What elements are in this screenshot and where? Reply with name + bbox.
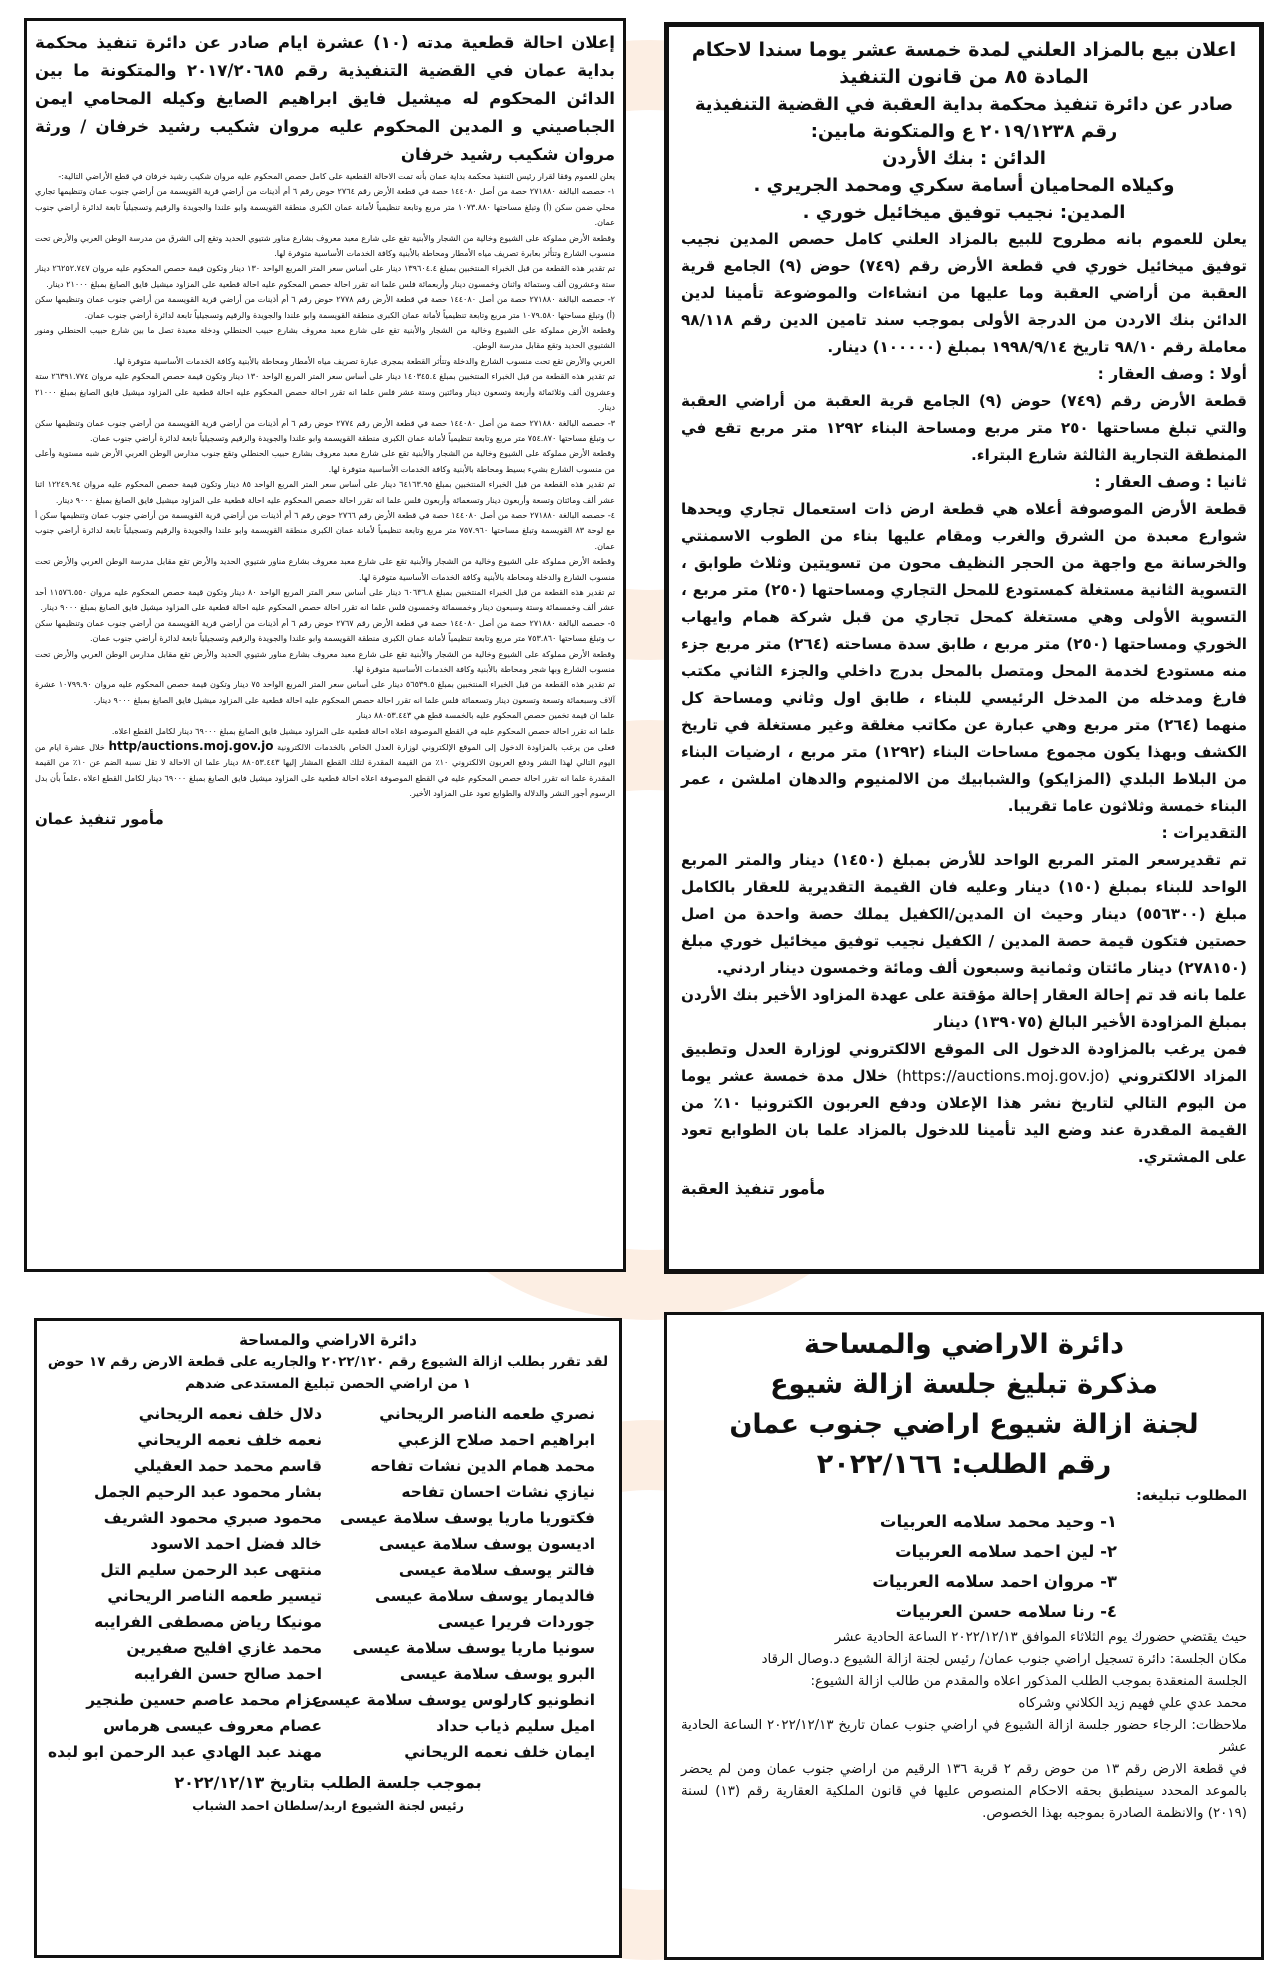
notice-intro: يعلن للعموم بانه مطروح للبيع بالمزاد العلني كامل حصص المدين نجيب توفيق ميخائيل خوري في قطعة الأرض رقم (٧٤٩) حوض (٩) الجامع قرية العقبة من أراضي العقبة وما عليها من انشاءات والموضوعة تأمينا لدين الدائن بنك الاردن من الدرجة الأولى بموجب سند تامين الدين رقم ٩٨/١١٨ معاملة رقم ٩٨/١٠ تاريخ ١٩٩٨/٩/١٤ بمبلغ (١٠٠٠٠٠) دينار. (681, 230, 1247, 356)
respondents-columns (47, 1401, 609, 1765)
notice-issuer: صادر عن دائرة تنفيذ محكمة بداية العقبة في القضية التنفيذية رقم ٢٠١٩/١٢٣٨ ع والمتكونة مابين: (694, 94, 1234, 142)
closing-text (35, 739, 615, 802)
recipients-label: المطلوب تبليغه: (1136, 1488, 1247, 1504)
respondent-name: نيازي نشات احسان تفاحه (401, 1483, 595, 1501)
signature: مأمور تنفيذ العقبة (681, 1179, 826, 1198)
session-basis: الجلسة المنعقدة بموجب الطلب المذكور اعلاه والمقدم من طالب ازالة الشيوع: (810, 1674, 1247, 1689)
respondent-name: مونيكا رياض مصطفى الفرايبه (94, 1613, 322, 1631)
notice-paragraph: تم تقدير هذه القطعة من قبل الخبراء المنتخبين بمبلغ ١٤٠٣٤٥.٤ دينار على أساس سعر المتر المربع الواحد ١٣٠ دينار وتكون قيمة حصص المحكوم عليه مروان ٢٦٣٩١.٧٧٤ ستة وعشرون ألف وثلاثمائة وأربعة وتسعون دينار ومائتين وستة عشر فلس علما انه تقرر احالة حصص المحكوم عليه احالة قطعية على المزاود ميشيل فايق الصايغ بمبلغ ٢١٠٠٠ دينار. (35, 371, 615, 413)
parcel-details: في قطعة الارض رقم ١٣ من حوض رقم ٢ قرية ١٣٦ الرقيم من اراضي جنوب عمان ومن لم يحضر بالموعد المحدد سينطبق بحقه الاحكام المنصوص عليها في قانون الملكية العقارية رقم (١٣) لسنة (٢٠١٩) والانظمة الصادرة بموجبه بهذا الخصوص. (681, 1762, 1247, 1821)
section-3-body: تم تقديرسعر المتر المربع الواحد للأرض بمبلغ (١٤٥٠) دينار والمتر المربع الواحد للبناء بمبلغ (١٥٠) دينار وعليه فان القيمة التقديرية للعقار بالكامل مبلغ (٥٥٦٣٠٠) دينار وحيث ان المدين/الكفيل يملك حصة واحدة من اصل حصتين فتكون قيمة حصة المدين / الكفيل نجيب توفيق ميخائيل خوري مبلغ (٢٧٨١٥٠) دينار مائتان وثمانية وسبعون ألف ومائة وخمسون دينار اردني. (681, 851, 1247, 977)
respondent-name: عصام معروف عيسى هرماس (103, 1717, 322, 1735)
closing-part-b: خلال عشرة ايام من اليوم التالي لهذا النشر ودفع العربون الالكتروني ١٠٪ من القيمة المقدرة لتلك القطع المشار إليها ٨٨٠٥٣.٤٤٣ دينار علما ان الاحالة لا تقل نسبة الضم عن ١٠٪ من القيمة المقدرة علما انه تقرر احالة حصص المحكوم عليه في القطع الموصوفة اعلاه احالة قطعية على المزاود ميشيل فايق الصايغ بمبلغ ٦٩٠٠٠ دينار لكامل القطع اعلاه ،علماً بأن بدل الرسوم أجور النشر والدلالة والطوابع تعود على المزاود الأخير. (35, 742, 616, 799)
notice-paragraph: يعلن للعموم وفقا لقرار رئيس التنفيذ محكمة بداية عمان بأنه تمت الاحالة القطعية على كامل حصص المحكوم عليه مروان شكيب رشيد خرفان في قطع الأراضي التالية:- (58, 171, 615, 181)
recipient-item: ١- وحيد محمد سلامه العربيات (879, 1512, 1117, 1531)
session-date: حيث يقتضي حضورك يوم الثلاثاء الموافق ٢٠٢٢/١٢/١٣ الساعة الحادية عشر (834, 1630, 1247, 1645)
respondent-name: فالتر يوسف سلامة عيسى (398, 1561, 595, 1579)
amman-award-notice (24, 18, 626, 1272)
recipient-item: ٤- رنا سلامه حسن العربيات (895, 1602, 1117, 1621)
notice-title: إعلان احالة قطعية مدته (١٠) عشرة ايام صادر عن دائرة تنفيذ محكمة بداية عمان في القضية التنفيذية رقم ٢٠١٧/٢٠٦٨٥ والمتكونة ما بين الدائن المحكوم له ميشيل فايق ابراهيم الصايغ وكيله المحامي ايمن الجباصيني و المدين المحكوم عليه مروان شكيب رشيد خرفان / ورثة مروان شكيب رشيد خرفان (35, 33, 615, 164)
section-3-title: التقديرات : (1161, 824, 1247, 842)
respondent-name: تيسير طعمه الناصر الريحاني (107, 1587, 322, 1605)
respondent-name: احمد صالح حسن الفرايبه (133, 1665, 322, 1683)
notice-paragraph: ٢- حصصه البالغة ٢٧١٨٨٠ حصة من أصل ١٤٤٠٨٠ حصة في قطعة الأرض رقم ٢٧٧٨ حوض رقم ٦ أم أذينات من أراضي قرية القويسمة من أراضي جنوب عمان وتنظيمها سكن (أ) وتبلغ مساحتها ١٠٧٩.٥٨٠ متر مربع وتابعة تنظيمياً لأمانة عمان الكبرى منطقة القويسمة وابو علندا والجويدة والرقيم وتسجيلياً تابعة لدائرة أراضي جنوب عمان. (35, 294, 616, 320)
session-location: مكان الجلسة: دائرة تسجيل اراضي جنوب عمان/ رئيس لجنة ازالة الشيوع د.وصال الرقاد (761, 1652, 1247, 1667)
respondent-name: ايمان خلف نعمه الريحاني (404, 1743, 595, 1761)
auction-link[interactable]: (https://auctions.moj.gov.jo) (896, 1067, 1110, 1085)
notice-paragraph: ٤- حصصه البالغة ٢٧١٨٨٠ حصة من أصل ١٤٤٠٨٠ حصة في قطعة الأرض رقم ٢٧٦٦ حوض رقم ٦ أم أذينات من أراضي قرية القويسمة من أراضي جنوب عمان وتنظيمها سكن أ مع لوحة ٨٣ القويسمة وتبلغ مساحتها ٧٥٧.٩٦٠ متر مربع وتابعة تنظيمياً لأمانة عمان الكبرى منطقة القويسمة وابو علندا والجويدة والرقيم وتسجيلياً تابعة لدائرة أراضي جنوب عمان. (35, 509, 616, 551)
respondents-left-column (47, 1401, 328, 1765)
auction-link[interactable]: http/auctions.moj.gov.jo (108, 739, 274, 754)
session-notes: ملاحظات: الرجاء حضور جلسة ازالة الشيوع في اراضي جنوب عمان تاريخ ٢٠٢٢/١٢/١٣ الساعة الحادية عشر (681, 1718, 1247, 1755)
respondent-name: محمد غازي افليح صفيرين (126, 1639, 322, 1657)
notice-subtitle: لقد تقرر بطلب ازالة الشيوع رقم ٢٠٢٢/١٢٠ والجاريه على قطعة الارض رقم ١٧ حوض ١ من اراضي الحصن تبليغ المستدعى ضدهم (47, 1354, 609, 1392)
respondent-name: منتهى عبد الرحمن سليم التل (100, 1561, 322, 1579)
recipient-item: ٢- لين احمد سلامه العربيات (895, 1542, 1117, 1561)
committee-title: لجنة ازالة شيوع اراضي جنوب عمان (729, 1409, 1199, 1440)
section-2-title: ثانيا : وصف العقار : (1094, 473, 1247, 491)
notice-paragraph: ٥- حصصه البالغة ٢٧١٨٨٠ حصة من أصل ١٤٤٠٨٠ حصة في قطعة الأرض رقم ٢٧٦٧ حوض رقم ٦ أم أذينات من أراضي قرية القويسمة من أراضي جنوب عمان وتنظيمها سكن ب وتبلغ مساحتها ٧٥٣.٨٦٠ متر مربع وتابعة تنظيمياً لأمانة عمان الكبرى منطقة القويسمة وابو علندا والجويدة والرقيم وتسجيلياً تابعة لدائرة أراضي جنوب عمان. (35, 617, 616, 644)
notice-paragraph: وقطعة الأرض مملوكة على الشيوع وخالية من الشجار والأبنية تقع على شارع معبد معروف بشارع مناور شتيوي الحديد وتقع إلى الشرق من مدرسة الوطن العربي والأرض تحت منسوب الشارع وتتأثر بعابرة تصريف مياه الأمطار ومحاطة بالأبنية وكافة الخدمات الأساسية متوفرة لها. (35, 232, 615, 259)
respondent-name: ابراهيم احمد صلاح الزعبي (397, 1431, 595, 1449)
committee-head-footer: رئيس لجنة الشيوع اربد/سلطان احمد الشباب (192, 1798, 464, 1813)
requester-name: محمد عدي علي فهيم زيد الكلاني وشركاه (1018, 1696, 1247, 1711)
respondent-name: البرو يوسف سلامة عيسى (399, 1665, 595, 1683)
respondent-name: محمد همام الدين نشات تفاحه (370, 1457, 595, 1475)
notice-paragraph: علما ان قيمة تخمين حصص المحكوم عليه بالخمسة قطع هي ٨٨٠٥٣.٤٤٣ دينار (356, 710, 615, 721)
signature: مأمور تنفيذ عمان (35, 809, 164, 828)
provisional-award-note: علما بانه قد تم إحالة العقار إحالة مؤقتة على عهدة المزاود الأخير بنك الأردن بمبلغ المزاودة الأخير البالغ (١٣٩٠٧٥) دينار (681, 986, 1247, 1031)
recipients-list (681, 1507, 1247, 1627)
notice-paragraph: علما انه تقرر احالة حصص المحكوم عليه في القطع الموصوفة اعلاه احالة قطعية على المزاود ميشيل فايق الصايغ بمبلغ ٦٩٠٠٠ دينار لكامل القطع اعلاه. (111, 725, 615, 736)
respondent-name: فكتوريا ماريا يوسف سلامة عيسى (339, 1509, 595, 1527)
respondent-name: عزام محمد عاصم حسين طنجير (86, 1691, 322, 1709)
section-2-body: قطعة الأرض الموصوفة أعلاه هي قطعة ارض ذات استعمال تجاري ويحدها شوارع معبدة من الشرق والغرب ومقام عليها بناء من الطوب الاسمنتي والخرسانة مع واجهة من الحجر النظيف محون من تسويتين وثلاث طوابق ، التسوية الثانية مستغلة كمستودع للمحل التجاري ومساحتها (٢٥٠) متر مربع ، التسوية الأولى وهي مستغلة كمحل تجاري من قبل شركة همام وايهاب الخوري ومساحتها (٢٥٠) متر مربع ، طابق سدة مساحته (٢٦٤) متر مربع جزء منه مستودع لخدمة المحل ومتصل بالمحل بدرج داخلي والجزء الثاني مكتب فارغ ومدخله من المدخل الرئيسي للبناء ، طابق اول وثاني ومساحة كل منهما (٢٦٤) متر مربع وهي عبارة عن مكاتب مغلقة وغير مستغلة في تاريخ الكشف وبهذا يكون مجموع مساحات البناء (١٢٩٢) متر مربع ، ارضيات البناء من البلاط البلدي (المزايكو) والشبابيك من الالمنيوم والدهان املشن ، عمر البناء خمسة وثلاثون عاما تقريبا. (681, 500, 1247, 815)
creditor-line: الدائن : بنك الأردن (882, 148, 1046, 169)
session-date-footer: بموجب جلسة الطلب بتاريخ ٢٠٢٢/١٢/١٣ (174, 1773, 482, 1792)
debtor-line: المدين: نجيب توفيق ميخائيل خوري . (802, 202, 1126, 223)
respondent-name: نعمه خلف نعمه الريحاني (137, 1431, 322, 1449)
request-number: رقم الطلب: ٢٠٢٢/١٦٦ (816, 1449, 1112, 1480)
department-title: دائرة الاراضي والمساحة (239, 1331, 417, 1349)
respondent-name: مهند عبد الهادي عبد الرحمن ابو لبده (47, 1743, 322, 1761)
recipient-item: ٣- مروان احمد سلامه العربيات (872, 1572, 1117, 1591)
aqaba-auction-notice (664, 22, 1264, 1274)
respondent-name: فالديمار يوسف سلامة عيسى (375, 1587, 595, 1605)
respondent-name: اديسون يوسف سلامة عيسى (378, 1535, 595, 1553)
respondents-right-column (313, 1401, 609, 1765)
notice-body (35, 169, 615, 739)
respondent-name: قاسم محمد حمد العقيلي (133, 1457, 322, 1475)
notice-paragraph: تم تقدير هذه القطعة من قبل الخبراء المنتخبين بمبلغ ١٣٩٦٠٤.٤ دينار على أساس سعر المتر المربع الواحد ١٣٠ دينار وتكون قيمة حصص المحكوم عليه مروان ٢٦٢٥٢.٧٤٧ دينار ستة وعشرون ألف وستمائة واثنان وخمسون دينار وأربعمائة فلس علما انه تقرر احالة حصص المحكوم عليه احالة قطعية على المزاود ميشيل فايق الصايغ بمبلغ ٢١٠٠٠ دينار. (35, 263, 615, 289)
memo-title: مذكرة تبليغ جلسة ازالة شيوع (770, 1369, 1158, 1400)
respondent-name: دلال خلف نعمه الريحاني (138, 1405, 322, 1423)
notice-paragraph: ٣- حصصه البالغة ٢٧١٨٨٠ حصة من أصل ١٤٤٠٨٠ حصة في قطعة الأرض رقم ٢٧٧٤ حوض رقم ٦ أم أذينات من أراضي قرية القويسمة من أراضي جنوب عمان وتنظيمها سكن ب وتبلغ مساحتها ٧٥٤.٨٧٠ متر مربع وتابعة تنظيمياً لأمانة عمان الكبرى منطقة القويسمة وابو علندا والجويدة والرقيم وتسجيلياً تابعة لدائرة أراضي جنوب عمان. (35, 417, 616, 443)
closing-part-a: فمن يرغب بالمزاودة الدخول الى الموقع الالكتروني لوزارة العدل وتطبيق المزاد الالكتروني (681, 1040, 1247, 1085)
respondent-name: جوردات فريرا عيسى (437, 1613, 595, 1631)
agents-line: وكيلاه المحاميان أسامة سكري ومحمد الجريري . (753, 175, 1175, 196)
respondent-name: بشار محمود عبد الرحيم الجمل (94, 1483, 322, 1501)
respondent-name: خالد فضل احمد الاسود (150, 1535, 322, 1553)
respondent-name: انطونيو كارلوس يوسف سلامة عيسى (313, 1691, 595, 1709)
closing-part-a: فعلى من يرغب بالمزاودة الدخول إلى الموقع الإلكتروني لوزارة العدل الخاص بالخدمات الالكترونية (277, 742, 615, 753)
closing-part-b: خلال مدة خمسة عشر يوما من اليوم التالي لتاريخ نشر هذا الإعلان ودفع العربون الكترونيا ١٠٪ من القيمة المقدرة عند وضع اليد تأمينا للدخول بالمزاد علما بان الطوابع تعود على المشتري. (681, 1067, 1247, 1166)
notice-paragraph: وقطعة الأرض مملوكة على الشيوع وخالية من الشجار والأبنية تقع على شارع معبد معروف بشارع مناور شتيوي الحديد والأرض تقع مقابل مدارس الوطن العربي والأرض تحت منسوب الشارع وبها شجر ومحاطة بالأبنية وكافة الخدمات الأساسية متوفرة لها. (35, 648, 615, 674)
notice-paragraph: تم تقدير هذه القطعة من قبل الخبراء المنتخبين بمبلغ ٦٤١٦٣.٩٥ دينار على أساس سعر المتر المربع الواحد ٨٥ دينار وتكون قيمة حصص المحكوم عليه مروان ١٢٢٤٩.٩٤ اثنا عشر ألف ومائتان وتسعة وأربعون دينار وتسعمائة وأربعون فلس علما انه تقرر احالة حصص المحكوم عليه احالة قطعية على المزاود ميشيل فايق الصايغ بمبلغ ٩٠٠٠ دينار. (35, 479, 615, 505)
notice-paragraph: تم تقدير هذه القطعة من قبل الخبراء المنتخبين بمبلغ ٥٦٥٣٩.٥ دينار على أساس سعر المتر المربع الواحد ٧٥ دينار وتكون قيمة حصص المحكوم عليه مروان ١٠٧٩٩.٩٠ عشرة آلاف وسبعمائة وتسعة وتسعون دينار وتسعمائة فلس علما انه تقرر احالة حصص المحكوم عليه احالة قطعية على المزاود ميشيل فايق الصايغ بمبلغ ٩٠٠٠ دينار. (35, 679, 615, 705)
notice-paragraph: وقطعة الأرض مملوكة على الشيوع وخالية من الشجار والأبنية تقع على شارع معبد معروف بشارع مناور شتيوي الحديد والأرض تقع مقابل مدرسة الوطن العربي والأرض تحت منسوب الشارع والدخلة ومحاطة بالأبنية وكافة الخدمات الأساسية متوفرة لها. (35, 556, 615, 582)
partition-session-summons (664, 1312, 1264, 1960)
department-title: دائرة الاراضي والمساحة (803, 1329, 1125, 1360)
notice-title: اعلان بيع بالمزاد العلني لمدة خمسة عشر يوما سندا لاحكام المادة ٨٥ من قانون التنفيذ (691, 39, 1237, 88)
husn-partition-notice (34, 1318, 622, 1958)
notice-paragraph: ١- حصصه البالغة ٢٧١٨٨٠ حصة من أصل ١٤٤٠٨٠ حصة في قطعة الأرض رقم ٢٧٦٤ حوض رقم ٦ أم أذينات من أراضي قرية القويسمة من أراضي جنوب عمان وتنظيمها تجاري محلي ضمن سكن (أ) وتبلغ مساحتها ١٠٧٣.٨٨٠ متر مربع وتابعة تنظيمياً لأمانة عمان الكبرى منطقة القويسمة وابو علندا والجويدة والرقيم وتسجيلياً تابعة لدائرة أراضي جنوب عمان. (35, 186, 616, 228)
section-1-body: قطعة الأرض رقم (٧٤٩) حوض (٩) الجامع قرية العقبة من أراضي العقبة والتي تبلغ مساحتها ٢٥٠ متر مربع ومساحة البناء ١٢٩٢ متر مربع تقع في المنطقة التجارية الثالثة شارع البتراء. (681, 392, 1248, 464)
respondent-name: سونيا ماريا يوسف سلامة عيسى (352, 1639, 595, 1657)
respondent-name: محمود صبري محمود الشريف (103, 1509, 322, 1527)
notice-paragraph: تم تقدير هذه القطعة من قبل الخبراء المنتخبين بمبلغ ٦٠٦٣٦.٨ دينار على أساس سعر المتر المربع الواحد ٨٠ دينار وتكون قيمة حصص المحكوم عليه مروان ١١٥٧٦.٥٥٠ أحد عشر ألف وخمسمائة وستة وسبعون دينار وخمسمائة وخمسون فلس علما انه تقرر احالة حصص المحكوم عليه احالة قطعية على المزاود ميشيل فايق الصايغ بمبلغ ٩٠٠٠ دينار. (35, 586, 615, 613)
respondent-name: اميل سليم ذياب حداد (436, 1717, 595, 1735)
closing-text (681, 1036, 1247, 1171)
notice-paragraph: وقطعة الأرض مملوكة على الشيوع وخالية من الشجار والأبنية تقع على شارع معبد معروف بشارع حبيب الحنطلي وتقع جنوب مدارس الوطن العربي الأرض شبه مستوية وأعلى من منسوب الشارع بشيء بسيط ومحاطة بالأبنية وكافة الخدمات الأساسية متوفرة لها. (35, 448, 615, 474)
respondent-name: نصري طعمه الناصر الريحاني (379, 1405, 595, 1423)
notice-paragraph: العربي والأرض تقع تحت منسوب الشارع والدخلة وتتأثر القطعة بمجرى عبارة تصريف مياه الأمطار ومحاطة بالأبنية وكافة الخدمات الأساسية متوفرة لها. (113, 355, 615, 366)
section-1-title: أولا : وصف العقار : (1097, 365, 1247, 383)
notice-paragraph: وقطعة الأرض مملوكة على الشيوع وخالية من الشجار والأبنية تقع على شارع معبد معروف بشارع حبيب الحنطلي ودخلة معبدة تصل ما بين شارع حبيب الحنطلي ومنور الشتيوي الحديد وتقع مقابل مدرسة الوطن. (35, 325, 615, 351)
